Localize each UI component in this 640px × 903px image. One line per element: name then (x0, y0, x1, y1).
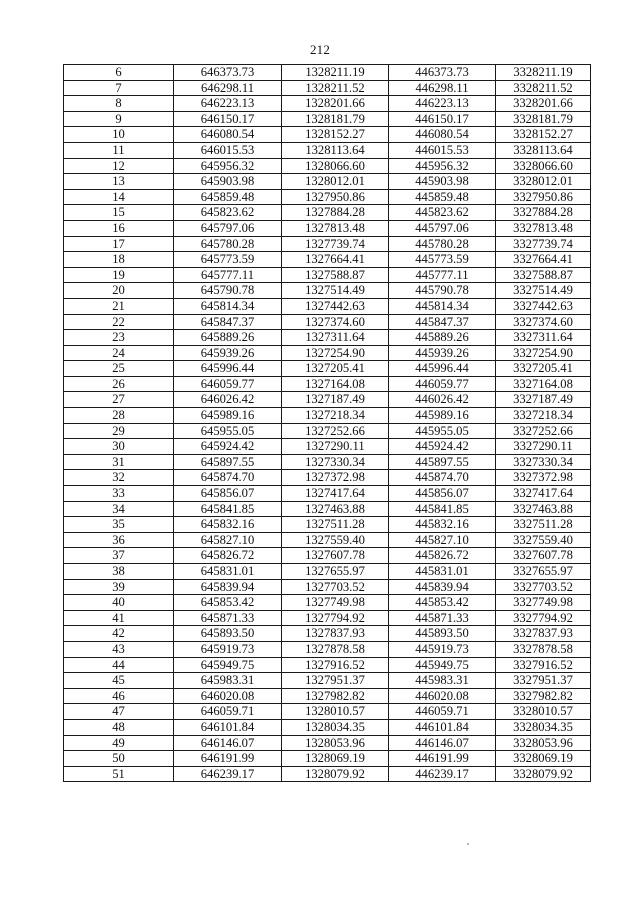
x-local-cell: 446298.11 (389, 80, 496, 96)
y-coordinate-cell: 1328066.60 (282, 158, 389, 174)
x-coordinate-cell: 646146.07 (174, 735, 282, 751)
y-coordinate-cell: 1327951.37 (282, 673, 389, 689)
x-local-cell: 445831.01 (389, 564, 496, 580)
y-coordinate-cell: 1327878.58 (282, 641, 389, 657)
x-coordinate-cell: 645956.32 (174, 158, 282, 174)
x-coordinate-cell: 645826.72 (174, 548, 282, 564)
point-number-cell: 19 (64, 267, 174, 283)
y-local-cell: 3327749.98 (496, 595, 591, 611)
x-coordinate-cell: 645897.55 (174, 454, 282, 470)
x-local-cell: 445823.62 (389, 205, 496, 221)
y-coordinate-cell: 1328211.52 (282, 80, 389, 96)
table-row (64, 220, 591, 236)
x-local-cell: 445790.78 (389, 283, 496, 299)
y-local-cell: 3327703.52 (496, 579, 591, 595)
x-local-cell: 446026.42 (389, 392, 496, 408)
x-local-cell: 445839.94 (389, 579, 496, 595)
x-local-cell: 446101.84 (389, 719, 496, 735)
y-local-cell: 3327916.52 (496, 657, 591, 673)
y-coordinate-cell: 1328012.01 (282, 174, 389, 190)
table-row (64, 532, 591, 548)
point-number-cell: 47 (64, 704, 174, 720)
y-local-cell: 3328066.60 (496, 158, 591, 174)
x-local-cell: 445859.48 (389, 189, 496, 205)
point-number-cell: 10 (64, 127, 174, 143)
y-coordinate-cell: 1327311.64 (282, 330, 389, 346)
y-coordinate-cell: 1327514.49 (282, 283, 389, 299)
table-row (64, 298, 591, 314)
x-local-cell: 445949.75 (389, 657, 496, 673)
table-row (64, 361, 591, 377)
x-coordinate-cell: 645859.48 (174, 189, 282, 205)
table-row (64, 517, 591, 533)
y-local-cell: 3328211.52 (496, 80, 591, 96)
point-number-cell: 17 (64, 236, 174, 252)
x-local-cell: 445956.32 (389, 158, 496, 174)
table-row (64, 673, 591, 689)
y-coordinate-cell: 1327739.74 (282, 236, 389, 252)
y-local-cell: 3327514.49 (496, 283, 591, 299)
y-coordinate-cell: 1327417.64 (282, 486, 389, 502)
point-number-cell: 16 (64, 220, 174, 236)
table-row (64, 96, 591, 112)
y-local-cell: 3327559.40 (496, 532, 591, 548)
x-coordinate-cell: 645924.42 (174, 439, 282, 455)
table-row (64, 501, 591, 517)
y-local-cell: 3327837.93 (496, 626, 591, 642)
y-local-cell: 3327655.97 (496, 564, 591, 580)
point-number-cell: 44 (64, 657, 174, 673)
point-number-cell: 51 (64, 766, 174, 782)
y-local-cell: 3327463.88 (496, 501, 591, 517)
table-row (64, 345, 591, 361)
x-local-cell: 446191.99 (389, 751, 496, 767)
point-number-cell: 50 (64, 751, 174, 767)
x-coordinate-cell: 645841.85 (174, 501, 282, 517)
point-number-cell: 31 (64, 454, 174, 470)
point-number-cell: 45 (64, 673, 174, 689)
x-coordinate-cell: 646020.08 (174, 688, 282, 704)
x-coordinate-cell: 646373.73 (174, 65, 282, 81)
point-number-cell: 30 (64, 439, 174, 455)
y-coordinate-cell: 1328034.35 (282, 719, 389, 735)
point-number-cell: 29 (64, 423, 174, 439)
point-number-cell: 41 (64, 610, 174, 626)
y-coordinate-cell: 1327330.34 (282, 454, 389, 470)
y-local-cell: 3328201.66 (496, 96, 591, 112)
y-coordinate-cell: 1327218.34 (282, 408, 389, 424)
y-local-cell: 3328012.01 (496, 174, 591, 190)
y-local-cell: 3327417.64 (496, 486, 591, 502)
point-number-cell: 39 (64, 579, 174, 595)
y-local-cell: 3327374.60 (496, 314, 591, 330)
x-coordinate-cell: 645814.34 (174, 298, 282, 314)
x-coordinate-cell: 645874.70 (174, 470, 282, 486)
x-coordinate-cell: 645831.01 (174, 564, 282, 580)
x-local-cell: 446059.71 (389, 704, 496, 720)
x-local-cell: 445797.06 (389, 220, 496, 236)
point-number-cell: 37 (64, 548, 174, 564)
y-local-cell: 3327290.11 (496, 439, 591, 455)
x-coordinate-cell: 646080.54 (174, 127, 282, 143)
x-local-cell: 445939.26 (389, 345, 496, 361)
x-coordinate-cell: 645777.11 (174, 267, 282, 283)
point-number-cell: 13 (64, 174, 174, 190)
table-row (64, 376, 591, 392)
x-local-cell: 445897.55 (389, 454, 496, 470)
x-coordinate-cell: 645893.50 (174, 626, 282, 642)
point-number-cell: 34 (64, 501, 174, 517)
x-local-cell: 446239.17 (389, 766, 496, 782)
table-row (64, 610, 591, 626)
x-coordinate-cell: 645996.44 (174, 361, 282, 377)
y-local-cell: 3328053.96 (496, 735, 591, 751)
point-number-cell: 6 (64, 65, 174, 81)
x-local-cell: 445841.85 (389, 501, 496, 517)
point-number-cell: 36 (64, 532, 174, 548)
table-row (64, 174, 591, 190)
coordinates-table-body (64, 65, 591, 782)
x-coordinate-cell: 646239.17 (174, 766, 282, 782)
point-number-cell: 32 (64, 470, 174, 486)
y-coordinate-cell: 1327463.88 (282, 501, 389, 517)
y-local-cell: 3327664.41 (496, 252, 591, 268)
y-coordinate-cell: 1327655.97 (282, 564, 389, 580)
x-local-cell: 445856.07 (389, 486, 496, 502)
x-coordinate-cell: 645839.94 (174, 579, 282, 595)
x-local-cell: 445889.26 (389, 330, 496, 346)
point-number-cell: 35 (64, 517, 174, 533)
point-number-cell: 7 (64, 80, 174, 96)
x-local-cell: 445827.10 (389, 532, 496, 548)
y-local-cell: 3327950.86 (496, 189, 591, 205)
point-number-cell: 46 (64, 688, 174, 704)
table-row (64, 330, 591, 346)
point-number-cell: 11 (64, 142, 174, 158)
y-coordinate-cell: 1327374.60 (282, 314, 389, 330)
y-local-cell: 3327372.98 (496, 470, 591, 486)
y-local-cell: 3327982.82 (496, 688, 591, 704)
x-coordinate-cell: 645823.62 (174, 205, 282, 221)
y-local-cell: 3327252.66 (496, 423, 591, 439)
x-local-cell: 445955.05 (389, 423, 496, 439)
table-row (64, 252, 591, 268)
point-number-cell: 21 (64, 298, 174, 314)
table-row (64, 423, 591, 439)
table-row (64, 283, 591, 299)
y-coordinate-cell: 1327187.49 (282, 392, 389, 408)
x-coordinate-cell: 645919.73 (174, 641, 282, 657)
x-local-cell: 446020.08 (389, 688, 496, 704)
x-coordinate-cell: 646026.42 (174, 392, 282, 408)
table-row (64, 189, 591, 205)
y-coordinate-cell: 1328181.79 (282, 111, 389, 127)
x-local-cell: 445814.34 (389, 298, 496, 314)
x-local-cell: 445773.59 (389, 252, 496, 268)
x-local-cell: 445847.37 (389, 314, 496, 330)
y-coordinate-cell: 1328211.19 (282, 65, 389, 81)
point-number-cell: 49 (64, 735, 174, 751)
table-row (64, 314, 591, 330)
table-row (64, 267, 591, 283)
y-coordinate-cell: 1327164.08 (282, 376, 389, 392)
x-coordinate-cell: 645790.78 (174, 283, 282, 299)
x-coordinate-cell: 646191.99 (174, 751, 282, 767)
point-number-cell: 33 (64, 486, 174, 502)
x-coordinate-cell: 646298.11 (174, 80, 282, 96)
point-number-cell: 43 (64, 641, 174, 657)
y-local-cell: 3327511.28 (496, 517, 591, 533)
table-row (64, 641, 591, 657)
y-coordinate-cell: 1327290.11 (282, 439, 389, 455)
x-local-cell: 446080.54 (389, 127, 496, 143)
table-row (64, 548, 591, 564)
table-row (64, 454, 591, 470)
y-local-cell: 3327878.58 (496, 641, 591, 657)
y-coordinate-cell: 1328152.27 (282, 127, 389, 143)
table-row (64, 657, 591, 673)
y-local-cell: 3327607.78 (496, 548, 591, 564)
x-coordinate-cell: 645832.16 (174, 517, 282, 533)
y-coordinate-cell: 1327372.98 (282, 470, 389, 486)
y-local-cell: 3327218.34 (496, 408, 591, 424)
point-number-cell: 9 (64, 111, 174, 127)
x-local-cell: 446015.53 (389, 142, 496, 158)
table-row (64, 65, 591, 81)
x-coordinate-cell: 645871.33 (174, 610, 282, 626)
table-row (64, 392, 591, 408)
table-row (64, 719, 591, 735)
table-row (64, 579, 591, 595)
y-local-cell: 3327164.08 (496, 376, 591, 392)
point-number-cell: 14 (64, 189, 174, 205)
y-coordinate-cell: 1328113.64 (282, 142, 389, 158)
y-coordinate-cell: 1327982.82 (282, 688, 389, 704)
x-coordinate-cell: 645797.06 (174, 220, 282, 236)
y-local-cell: 3327739.74 (496, 236, 591, 252)
x-coordinate-cell: 646101.84 (174, 719, 282, 735)
point-number-cell: 8 (64, 96, 174, 112)
table-row (64, 80, 591, 96)
table-row (64, 408, 591, 424)
x-local-cell: 445996.44 (389, 361, 496, 377)
x-coordinate-cell: 645780.28 (174, 236, 282, 252)
y-coordinate-cell: 1327950.86 (282, 189, 389, 205)
table-row (64, 626, 591, 642)
y-local-cell: 3328152.27 (496, 127, 591, 143)
table-row (64, 127, 591, 143)
y-local-cell: 3328069.19 (496, 751, 591, 767)
y-local-cell: 3328181.79 (496, 111, 591, 127)
table-row (64, 766, 591, 782)
point-number-cell: 18 (64, 252, 174, 268)
x-local-cell: 446373.73 (389, 65, 496, 81)
table-row (64, 111, 591, 127)
table-row (64, 439, 591, 455)
x-local-cell: 445871.33 (389, 610, 496, 626)
y-coordinate-cell: 1328053.96 (282, 735, 389, 751)
y-coordinate-cell: 1328010.57 (282, 704, 389, 720)
x-coordinate-cell: 645856.07 (174, 486, 282, 502)
y-coordinate-cell: 1327442.63 (282, 298, 389, 314)
y-coordinate-cell: 1327916.52 (282, 657, 389, 673)
x-coordinate-cell: 645983.31 (174, 673, 282, 689)
y-coordinate-cell: 1327252.66 (282, 423, 389, 439)
y-local-cell: 3328034.35 (496, 719, 591, 735)
y-coordinate-cell: 1327664.41 (282, 252, 389, 268)
y-coordinate-cell: 1327749.98 (282, 595, 389, 611)
x-coordinate-cell: 645847.37 (174, 314, 282, 330)
y-coordinate-cell: 1327884.28 (282, 205, 389, 221)
point-number-cell: 25 (64, 361, 174, 377)
x-coordinate-cell: 645827.10 (174, 532, 282, 548)
table-row (64, 158, 591, 174)
x-coordinate-cell: 645955.05 (174, 423, 282, 439)
x-local-cell: 446059.77 (389, 376, 496, 392)
y-local-cell: 3327187.49 (496, 392, 591, 408)
y-coordinate-cell: 1327794.92 (282, 610, 389, 626)
x-local-cell: 445989.16 (389, 408, 496, 424)
y-coordinate-cell: 1328069.19 (282, 751, 389, 767)
table-row (64, 142, 591, 158)
x-local-cell: 445832.16 (389, 517, 496, 533)
y-local-cell: 3327330.34 (496, 454, 591, 470)
coordinates-table (63, 64, 591, 782)
y-local-cell: 3327254.90 (496, 345, 591, 361)
x-coordinate-cell: 646059.71 (174, 704, 282, 720)
y-coordinate-cell: 1327205.41 (282, 361, 389, 377)
y-coordinate-cell: 1328079.92 (282, 766, 389, 782)
table-row (64, 704, 591, 720)
y-coordinate-cell: 1327588.87 (282, 267, 389, 283)
point-number-cell: 26 (64, 376, 174, 392)
y-coordinate-cell: 1327511.28 (282, 517, 389, 533)
y-local-cell: 3327884.28 (496, 205, 591, 221)
table-row (64, 470, 591, 486)
table-row (64, 205, 591, 221)
point-number-cell: 42 (64, 626, 174, 642)
table-row (64, 735, 591, 751)
x-local-cell: 446150.17 (389, 111, 496, 127)
x-local-cell: 445919.73 (389, 641, 496, 657)
table-row (64, 688, 591, 704)
table-row (64, 751, 591, 767)
y-local-cell: 3327794.92 (496, 610, 591, 626)
y-coordinate-cell: 1327813.48 (282, 220, 389, 236)
point-number-cell: 23 (64, 330, 174, 346)
table-row (64, 236, 591, 252)
y-local-cell: 3327205.41 (496, 361, 591, 377)
x-local-cell: 445780.28 (389, 236, 496, 252)
y-coordinate-cell: 1327559.40 (282, 532, 389, 548)
y-local-cell: 3327442.63 (496, 298, 591, 314)
y-coordinate-cell: 1327837.93 (282, 626, 389, 642)
x-coordinate-cell: 645889.26 (174, 330, 282, 346)
point-number-cell: 48 (64, 719, 174, 735)
y-local-cell: 3328211.19 (496, 65, 591, 81)
y-coordinate-cell: 1328201.66 (282, 96, 389, 112)
y-local-cell: 3327813.48 (496, 220, 591, 236)
scan-speck (467, 843, 469, 845)
x-coordinate-cell: 646223.13 (174, 96, 282, 112)
x-local-cell: 445924.42 (389, 439, 496, 455)
x-local-cell: 445893.50 (389, 626, 496, 642)
point-number-cell: 40 (64, 595, 174, 611)
x-coordinate-cell: 646015.53 (174, 142, 282, 158)
y-coordinate-cell: 1327703.52 (282, 579, 389, 595)
x-coordinate-cell: 646059.77 (174, 376, 282, 392)
table-row (64, 564, 591, 580)
x-coordinate-cell: 645773.59 (174, 252, 282, 268)
x-coordinate-cell: 645939.26 (174, 345, 282, 361)
y-local-cell: 3327951.37 (496, 673, 591, 689)
y-local-cell: 3328079.92 (496, 766, 591, 782)
page-number: 212 (309, 42, 331, 57)
y-local-cell: 3328113.64 (496, 142, 591, 158)
y-local-cell: 3327311.64 (496, 330, 591, 346)
x-coordinate-cell: 645903.98 (174, 174, 282, 190)
x-local-cell: 446223.13 (389, 96, 496, 112)
point-number-cell: 38 (64, 564, 174, 580)
x-local-cell: 446146.07 (389, 735, 496, 751)
x-local-cell: 445826.72 (389, 548, 496, 564)
x-local-cell: 445777.11 (389, 267, 496, 283)
point-number-cell: 27 (64, 392, 174, 408)
x-coordinate-cell: 645989.16 (174, 408, 282, 424)
x-local-cell: 445983.31 (389, 673, 496, 689)
y-local-cell: 3328010.57 (496, 704, 591, 720)
x-local-cell: 445853.42 (389, 595, 496, 611)
x-coordinate-cell: 645853.42 (174, 595, 282, 611)
point-number-cell: 12 (64, 158, 174, 174)
y-local-cell: 3327588.87 (496, 267, 591, 283)
y-coordinate-cell: 1327254.90 (282, 345, 389, 361)
point-number-cell: 28 (64, 408, 174, 424)
point-number-cell: 20 (64, 283, 174, 299)
x-coordinate-cell: 646150.17 (174, 111, 282, 127)
x-coordinate-cell: 645949.75 (174, 657, 282, 673)
x-local-cell: 445903.98 (389, 174, 496, 190)
table-row (64, 486, 591, 502)
y-coordinate-cell: 1327607.78 (282, 548, 389, 564)
point-number-cell: 24 (64, 345, 174, 361)
x-local-cell: 445874.70 (389, 470, 496, 486)
table-row (64, 595, 591, 611)
point-number-cell: 22 (64, 314, 174, 330)
point-number-cell: 15 (64, 205, 174, 221)
